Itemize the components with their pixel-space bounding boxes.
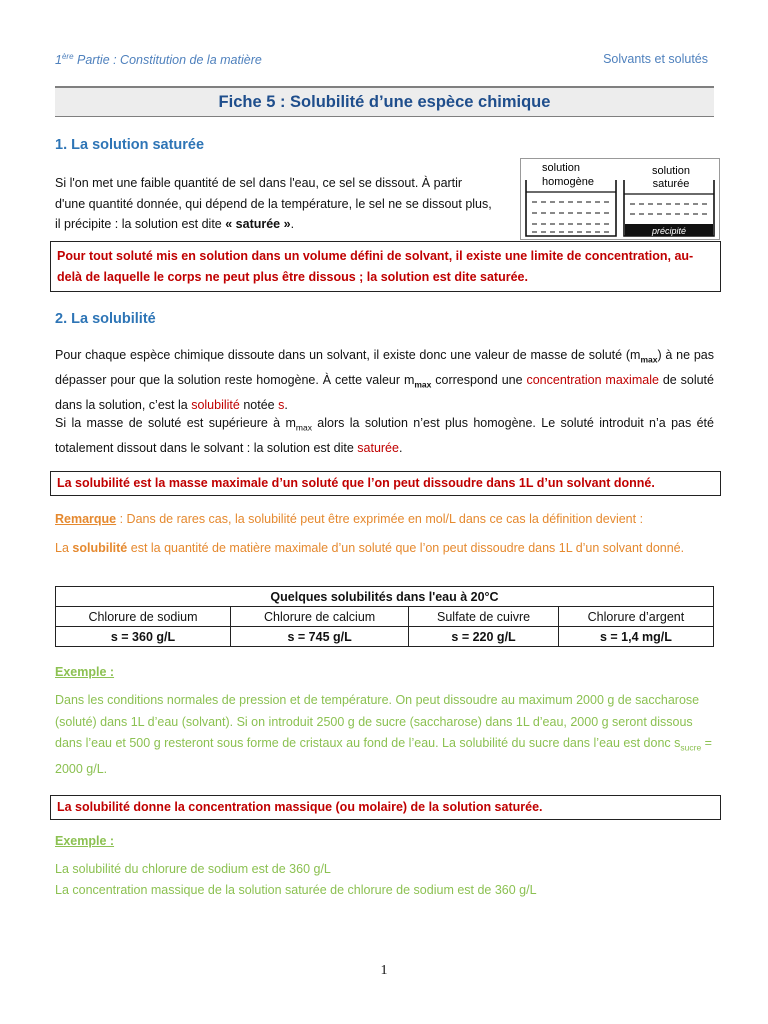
example2-label: Exemple : [55, 834, 115, 848]
remark-definition: La solubilité est la quantité de matière maximale d’un soluté que l’on peut dissoudre dans 1L d’un solvant donné. [55, 541, 685, 555]
table-cell: s = 745 g/L [230, 627, 408, 647]
example1-label: Exemple : [55, 665, 115, 679]
beakers-figure [520, 158, 720, 240]
table-cell: s = 220 g/L [409, 627, 559, 647]
table-cell: s = 360 g/L [56, 627, 231, 647]
left-label-2: homogène [542, 176, 594, 188]
example1-text: Dans les conditions normales de pression et de température. On peut dissoudre au maximum 2000 g de saccharose (soluté) dans 1L d’eau (solvant). Si on introduit 2500 g de sucre (saccharose) dans 1L d’eau, 2000 g seront dissous dans l’eau et 500 g resteront sous forme de cristaux au fond de l’eau. La solubilité du sucre dans l’eau est donc $s_{sucre} = 2000$ g/L. [55, 693, 712, 776]
example2-line1: La solubilité du chlorure de sodium est de 360 g/L [55, 862, 331, 876]
example2-line2: La concentration massique de la solution saturée de chlorure de sodium est de 360 g/L [55, 883, 537, 897]
section2-paragraph-2: Si la masse de soluté est supérieure à $m_{max}$ alors la solution n’est plus homogène. Le soluté introduit n’a pas été totalement dissout dans le solvant : la solution est dite saturée. [55, 416, 714, 455]
part-number: 1 [55, 53, 62, 68]
part-title: Partie : Constitution de la matière [73, 53, 262, 68]
table-cell: s = 1,4 mg/L [558, 627, 713, 647]
concentration-box: La solubilité donne la concentration massique (ou molaire) de la solution saturée. [50, 795, 721, 820]
solubility-table [55, 586, 714, 647]
table-header-row [56, 607, 714, 627]
part-superscript: ère [61, 52, 74, 61]
table-caption-row [56, 587, 714, 607]
right-label-2: saturée [652, 178, 690, 190]
page-title: Fiche 5 : Solubilité d’une espèce chimique [55, 86, 714, 117]
section2-paragraph-1: Pour chaque espèce chimique dissoute dans un solvant, il existe donc une valeur de masse de soluté $(m_{max})$ à ne pas dépasser pour que la solution reste homogène. À cette valeur $m_{max}$ correspond une concentration maximale de soluté dans la solution, c’est la solubilité notée s. [55, 348, 715, 412]
table-header: Sulfate de cuivre [409, 607, 559, 627]
section1-heading: 1. La solution saturée [55, 137, 205, 153]
section2-heading: 2. La solubilité [55, 311, 156, 327]
table-header: Chlorure de calcium [230, 607, 408, 627]
section1-paragraph: Si l'on met une faible quantité de sel dans l'eau, ce sel se dissout. À partir d'une quantité donnée, qui dépend de la température, le sel ne se dissout plus, il précipite : la solution est dite « saturée ». [55, 176, 492, 231]
part-header [55, 52, 262, 67]
table-caption: Quelques solubilités dans l'eau à 20°C [56, 587, 714, 607]
example2-text [55, 859, 714, 901]
table-header: Chlorure d’argent [558, 607, 713, 627]
chapter-header: Solvants et solutés [603, 52, 708, 66]
right-label-1: solution [652, 165, 690, 177]
solubility-definition-box: La solubilité est la masse maximale d’un soluté que l’on peut dissoudre dans 1L d’un solvant donné. [50, 471, 721, 496]
left-label-1: solution [542, 162, 580, 174]
table-header: Chlorure de sodium [56, 607, 231, 627]
precipitate-label: précipité [651, 226, 687, 236]
remark: Remarque : Dans de rares cas, la solubilité peut être exprimée en mol/L dans ce cas la définition devient : [55, 512, 644, 526]
saturation-definition-box: Pour tout soluté mis en solution dans un volume défini de solvant, il existe une limite de concentration, au-delà de laquelle le corps ne peut plus être dissous ; la solution est dite saturée. [50, 241, 721, 292]
page-number: 1 [380, 963, 388, 978]
table-row [56, 627, 714, 647]
